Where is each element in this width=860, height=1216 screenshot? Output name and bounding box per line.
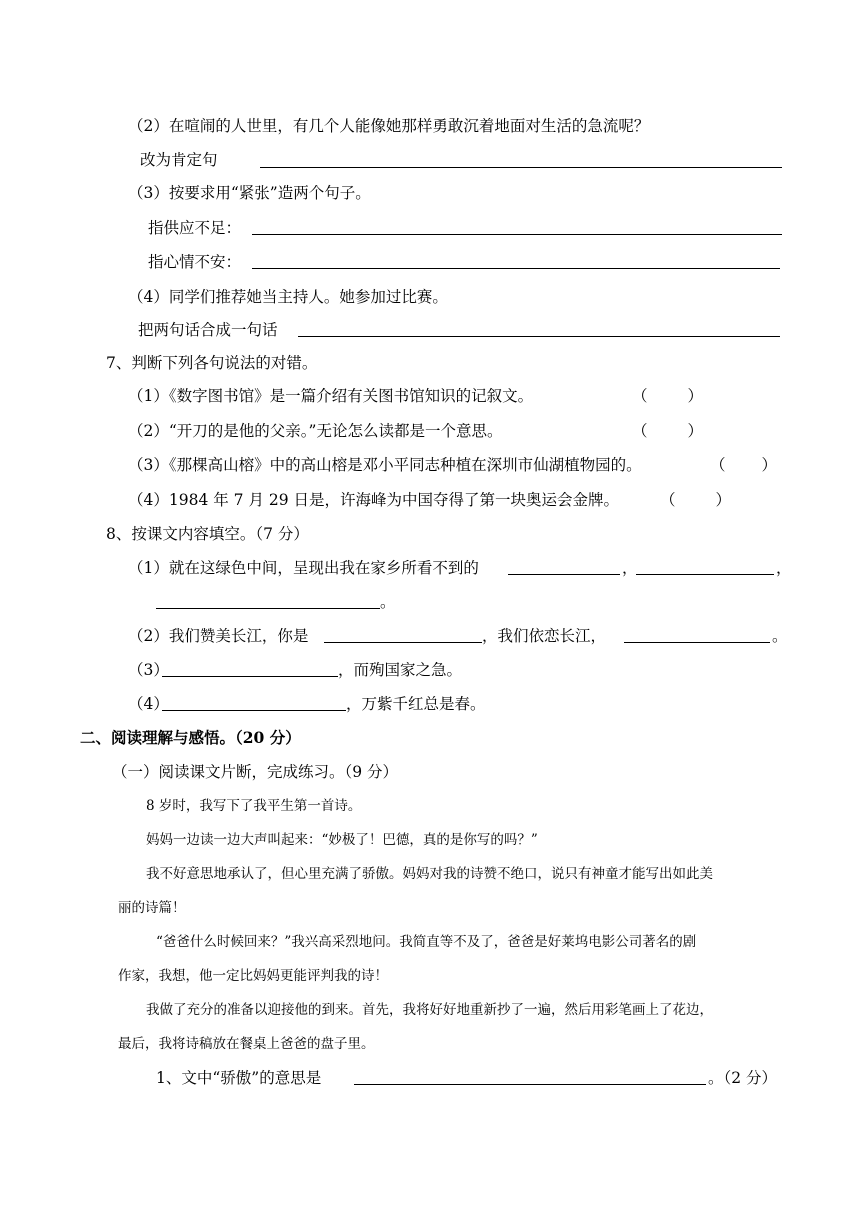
q7-item-2: （2）“开刀的是他的父亲。”无论怎么读都是一个意思。 (128, 422, 503, 440)
paren-open: （ (632, 387, 648, 405)
section2-title: 二、阅读理解与感悟。（20 分） (80, 728, 301, 747)
period: 。 (772, 627, 788, 645)
passage-line: 最后，我将诗稿放在餐桌上爸爸的盘子里。 (118, 1036, 375, 1052)
q8-item4-rest: ，万紫千红总是春。 (346, 695, 486, 713)
passage-line: 我做了充分的准备以迎接他的到来。首先，我将好好地重新抄了一遍，然后用彩笔画上了花边， (146, 1002, 713, 1018)
q8-item2-a: （2）我们赞美长江，你是 (128, 627, 309, 645)
q7-title: 7、判断下列各句说法的对错。 (106, 354, 318, 372)
answer-line[interactable] (252, 218, 782, 235)
q6-item2-text: （2）在喧闹的人世里，有几个人能像她那样勇敢沉着地面对生活的急流呢？ (128, 117, 650, 135)
fill-blank[interactable] (324, 626, 482, 643)
passage-line: 丽的诗篇！ (118, 900, 186, 916)
comma: ， (622, 559, 638, 577)
answer-line[interactable] (252, 252, 780, 269)
paren-open: （ (632, 422, 648, 440)
q8-item3-rest: ，而殉国家之急。 (338, 661, 463, 679)
q6-item3-prompt-a: 指供应不足： (148, 219, 242, 237)
section2-q1-tail: 。（2 分） (708, 1069, 778, 1087)
q8-item2-b: ，我们依恋长江， (482, 627, 607, 645)
q7-item-1: （1）《数字图书馆》是一篇介绍有关图书馆知识的记叙文。 (128, 387, 534, 405)
answer-line[interactable] (260, 151, 782, 168)
fill-blank[interactable] (354, 1068, 706, 1085)
fill-blank[interactable] (162, 660, 338, 677)
passage-line: 我不好意思地承认了，但心里充满了骄傲。妈妈对我的诗赞不绝口，说只有神童才能写出如此美 (146, 866, 713, 882)
q8-item1: （1）就在这绿色中间，呈现出我在家乡所看不到的 (128, 559, 479, 577)
q6-item3-text: （3）按要求用“紧张”造两个句子。 (128, 184, 371, 202)
paren-close: ） (687, 422, 704, 440)
section2-sub1: （一）阅读课文片断，完成练习。（9 分） (112, 763, 399, 781)
fill-blank[interactable] (156, 592, 380, 609)
q6-item3-prompt-b: 指心情不安： (148, 253, 242, 271)
passage-line: 作家，我想，他一定比妈妈更能评判我的诗！ (118, 968, 388, 984)
q7-answer-paren-3[interactable] (710, 455, 777, 475)
q8-item4-num: （4） (128, 695, 169, 713)
section2-q1: 1、文中“骄傲”的意思是 (156, 1069, 322, 1087)
q7-item-3: （3）《那棵高山榕》中的高山榕是邓小平同志种植在深圳市仙湖植物园的。 (128, 456, 642, 474)
q7-answer-paren-1[interactable] (632, 386, 703, 406)
q7-answer-paren-2[interactable] (632, 421, 703, 441)
passage-line: 8 岁时，我写下了我平生第一首诗。 (146, 798, 362, 814)
q8-title: 8、按课文内容填空。（7 分） (106, 525, 309, 543)
paren-close: ） (761, 456, 778, 474)
answer-line[interactable] (298, 320, 780, 337)
q8-item3-num: （3） (128, 661, 169, 679)
fill-blank[interactable] (162, 694, 346, 711)
fill-blank[interactable] (508, 558, 620, 575)
paren-close: ） (715, 491, 732, 509)
q7-item-4: （4）1984 年 7 月 29 日是，许海峰为中国夺得了第一块奥运会金牌。 (128, 491, 620, 509)
paren-open: （ (660, 491, 676, 509)
paren-open: （ (710, 456, 726, 474)
fill-blank[interactable] (636, 558, 774, 575)
q6-item2-prompt-row (140, 150, 218, 170)
passage-line: “爸爸什么时候回来？”我兴高采烈地问。我简直等不及了，爸爸是好莱坞电影公司著名的剧 (156, 934, 697, 950)
period: 。 (380, 593, 396, 611)
paren-close: ） (687, 387, 704, 405)
q6-item4-text: （4）同学们推荐她当主持人。她参加过比赛。 (128, 288, 448, 306)
fill-blank[interactable] (624, 626, 770, 643)
comma: ， (776, 559, 792, 577)
q6-item2-prompt: 改为肯定句 (140, 151, 218, 169)
q6-item4-prompt: 把两句话合成一句话 (138, 321, 278, 339)
q7-answer-paren-4[interactable] (660, 490, 731, 510)
passage-line: 妈妈一边读一边大声叫起来：“妙极了！巴德，真的是你写的吗？” (146, 832, 538, 848)
